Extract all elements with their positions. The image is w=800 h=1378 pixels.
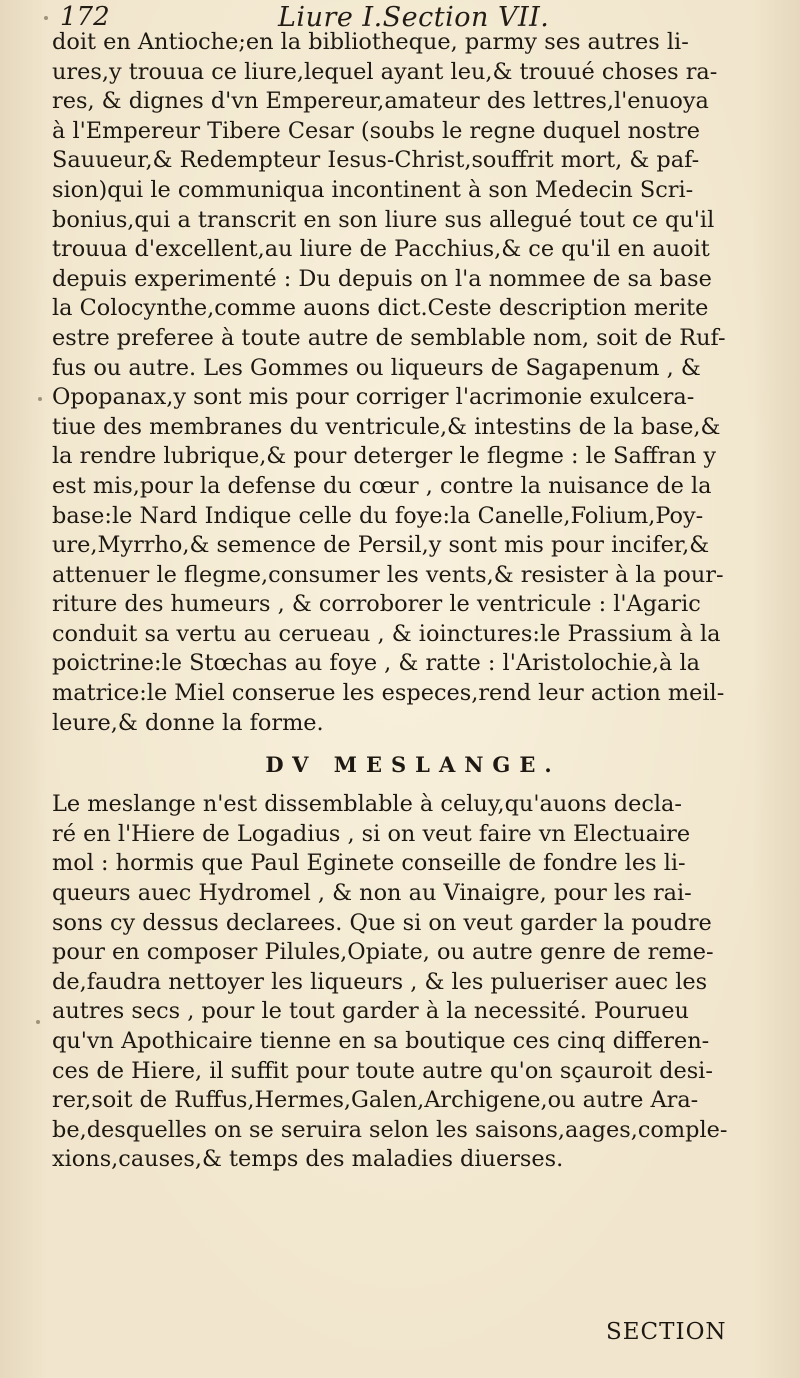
text-line: tiue des membranes du ventricule,& intestins de la base,&	[52, 413, 721, 440]
text-line: fus ou autre. Les Gommes ou liqueurs de Sagapenum , &	[52, 354, 701, 381]
section-heading: DV MESLANGE.	[265, 752, 561, 778]
main-text	[52, 28, 774, 1175]
paragraph-1	[52, 28, 774, 738]
text-line: depuis experimenté : Du depuis on l'a nommee de sa base	[52, 265, 712, 292]
catchword: SECTION	[606, 1319, 727, 1345]
text-line: riture des humeurs , & corroborer le ventricule : l'Agaric	[52, 591, 701, 618]
text-line: xions,causes,& temps des maladies diuerses.	[52, 1146, 564, 1173]
text-line: la rendre lubrique,& pour deterger le flegme : le Saffran y	[52, 443, 717, 470]
text-line: Le meslange n'est dissemblable à celuy,qu'auons decla-	[52, 791, 682, 818]
text-line: sion)qui le communiqua incontinent à son Medecin Scri-	[52, 176, 694, 203]
text-line: pour en composer Pilules,Opiate, ou autre genre de reme-	[52, 939, 714, 966]
running-head: Liure I.Section VII.	[278, 2, 550, 33]
text-line: leure,& donne la forme.	[52, 709, 324, 736]
text-line: matrice:le Miel conserue les especes,rend leur action meil-	[52, 680, 725, 707]
text-line: estre preferee à toute autre de semblable nom, soit de Ruf-	[52, 324, 726, 351]
text-line: à l'Empereur Tibere Cesar (soubs le regne duquel nostre	[52, 117, 700, 144]
text-line: qu'vn Apothicaire tienne en sa boutique ces cinq differen-	[52, 1028, 710, 1054]
text-line: be,desquelles on se seruira selon les saisons,aages,comple-	[52, 1116, 728, 1143]
text-line: queurs auec Hydromel , & non au Vinaigre, pour les rai-	[52, 880, 692, 907]
text-line: sons cy dessus declarees. Que si on veut garder la poudre	[52, 909, 712, 936]
text-line: doit en Antioche;en la bibliotheque, parmy ses autres li-	[52, 29, 689, 55]
margin-dot	[44, 16, 48, 20]
text-line: de,faudra nettoyer les liqueurs , & les pulueriser auec les	[52, 968, 708, 995]
text-line: conduit sa vertu au cerueau , & ioinctures:le Prassium à la	[52, 620, 721, 647]
text-line: rer,soit de Ruffus,Hermes,Galen,Archigene,ou autre Ara-	[52, 1087, 699, 1114]
text-line: base:le Nard Indique celle du foye:la Canelle,Folium,Poy-	[52, 502, 704, 529]
text-line: trouua d'excellent,au liure de Pacchius,& ce qu'il en auoit	[52, 236, 710, 263]
text-line: ures,y trouua ce liure,lequel ayant leu,& trouué choses ra-	[52, 58, 718, 85]
text-line: ces de Hiere, il suffit pour toute autre qu'on sçauroit desi-	[52, 1057, 713, 1084]
text-line: ré en l'Hiere de Logadius , si on veut faire vn Electuaire	[52, 820, 691, 847]
text-line: res, & dignes d'vn Empereur,amateur des lettres,l'enuoya	[52, 88, 709, 115]
page-number: 172	[60, 2, 110, 32]
text-line: Opopanax,y sont mis pour corriger l'acrimonie exulcera-	[52, 384, 695, 411]
margin-dot	[38, 397, 42, 401]
text-line: ure,Myrrho,& semence de Persil,y sont mis pour incifer,&	[52, 532, 710, 559]
margin-dot	[36, 1020, 40, 1024]
text-line: attenuer le flegme,consumer les vents,& resister à la pour-	[52, 561, 724, 588]
paragraph-2	[52, 790, 774, 1175]
text-line: est mis,pour la defense du cœur , contre la nuisance de la	[52, 472, 712, 499]
text-line: autres secs , pour le tout garder à la necessité. Pourueu	[52, 998, 689, 1025]
text-line: bonius,qui a transcrit en son liure sus allegué tout ce qu'il	[52, 206, 715, 233]
text-line: la Colocynthe,comme auons dict.Ceste description merite	[52, 295, 709, 322]
text-line: Sauueur,& Redempteur Iesus-Christ,souffrit mort, & paf-	[52, 147, 700, 174]
text-line: mol : hormis que Paul Eginete conseille de fondre les li-	[52, 850, 686, 877]
text-line: poictrine:le Stœchas au foye , & ratte : l'Aristolochie,à la	[52, 650, 700, 677]
